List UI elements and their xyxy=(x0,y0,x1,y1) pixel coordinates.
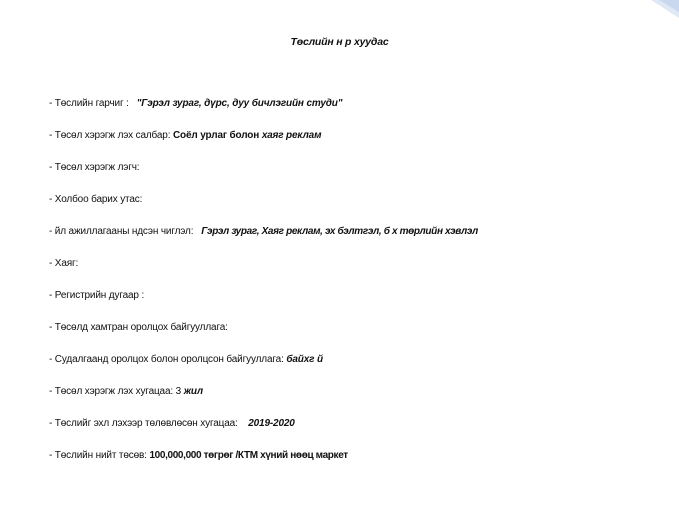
field-row-registration-number xyxy=(49,290,669,322)
field-row-implementer xyxy=(49,162,669,194)
field-row-total-budget xyxy=(49,450,669,482)
field-row-contact-phone xyxy=(49,194,669,226)
field-row-duration xyxy=(49,386,669,418)
field-row-main-activity xyxy=(49,226,669,258)
field-value: 100,000,000 төгрөг /КТМ хүний нөөц маркет xyxy=(149,450,348,461)
field-row-address xyxy=(49,258,669,290)
field-label: - Төсөл хэрэгж лэх салбар: xyxy=(49,130,171,141)
field-label: - Төслийг эхл лэхээр төлөвлөсөн хугацаа: xyxy=(49,418,238,429)
field-label: - Төсөл хэрэгж лэгч: xyxy=(49,162,140,173)
field-value-secondary: хаяг реклам xyxy=(261,130,322,141)
field-list xyxy=(49,98,669,482)
field-label: - йл ажиллагааны ндсэн чиглэл: xyxy=(49,226,194,237)
field-value: "Гэрэл зураг, дүрс, дуу бичлэгийн студи" xyxy=(136,98,343,109)
field-value: 2019-2020 xyxy=(248,418,295,429)
field-label: - Төсөлд хамтран оролцох байгууллага: xyxy=(49,322,228,333)
field-value: жил xyxy=(183,386,203,397)
field-label: - Төслийн гарчиг : xyxy=(49,98,129,109)
field-label: - Төслийн нийт төсөв: xyxy=(49,450,147,461)
document-title: Төслийн н р хуудас xyxy=(290,36,389,48)
field-row-planned-period xyxy=(49,418,669,450)
field-label: - Төсөл хэрэгж лэх хугацаа: 3 xyxy=(49,386,182,397)
field-label: - Судалгаанд оролцох болон оролцсон байгууллага: xyxy=(49,354,284,365)
field-label: - Хаяг: xyxy=(49,258,79,269)
field-value: Гэрэл зураг, Хаяг реклам, эх бэлтгэл, б х төрлийн хэвлэл xyxy=(201,226,478,237)
field-label: - Холбоо барих утас: xyxy=(49,194,143,205)
page-corner-decoration xyxy=(639,0,679,18)
field-row-partner-organizations xyxy=(49,322,669,354)
field-label: - Регистрийн дугаар : xyxy=(49,290,145,301)
field-row-project-title xyxy=(49,98,669,130)
field-row-sector xyxy=(49,130,669,162)
field-row-research-organizations xyxy=(49,354,669,386)
field-value: Соёл урлаг болон xyxy=(172,130,260,141)
field-value: байхг й xyxy=(286,354,323,365)
